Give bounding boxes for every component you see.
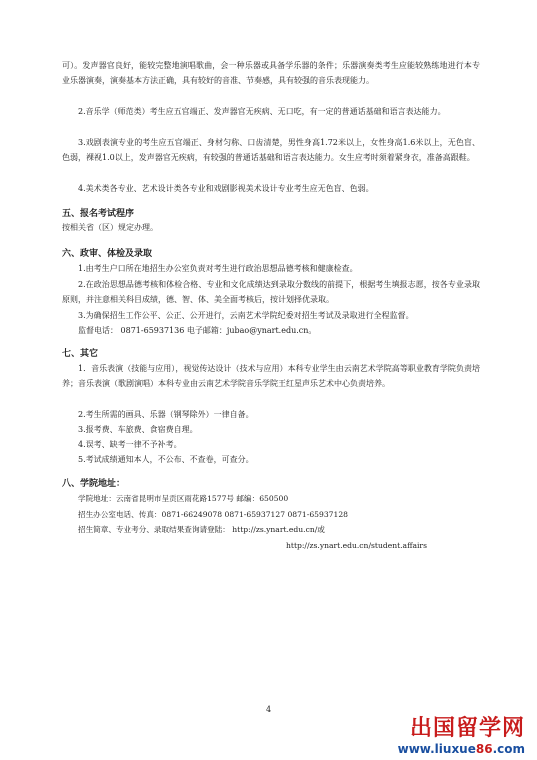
other-item-3: 3.报考费、车旅费、食宿费自理。 <box>78 425 198 434</box>
watermark-title: 出国留学网 <box>409 716 525 741</box>
student-affairs-url: http://zs.ynart.edu.cn/student.affairs <box>286 541 427 550</box>
watermark-url-accent: 86 <box>475 742 493 756</box>
query-website-line: 招生简章、专业考分、录取结果查询请登陆： http://zs.ynart.edu.cn/或 <box>78 525 325 534</box>
section-heading-admission: 六、政审、体检及录取 <box>62 249 153 259</box>
admission-item-1: 1.由考生户口所在地招生办公室负责对考生进行政治思想品德考核和健康检查。 <box>78 264 358 273</box>
admission-item-3: 3.为确保招生工作公平、公正、公开进行，云南艺术学院纪委对招生考试及录取进行全程监督。 <box>78 311 414 320</box>
watermark-url-prefix: www.liuxue <box>397 742 476 756</box>
paragraph-art-requirements: 4.美术类各专业、艺术设计类各专业和戏剧影视美术设计专业考生应无色盲、色弱。 <box>78 184 374 193</box>
other-item-2: 2.考生所需的画具、乐器（钢琴除外）一律自备。 <box>78 410 254 419</box>
watermark-url-suffix: .com <box>492 742 525 756</box>
section-heading-address: 八、学院地址： <box>62 479 126 489</box>
admission-office-phone: 招生办公室电话、传真：0871-66249078 0871-65937127 0871-65937128 <box>78 510 348 519</box>
page-number: 4 <box>265 705 272 714</box>
college-address: 学院地址：云南省昆明市呈贡区雨花路1577号 邮编：650500 <box>78 494 289 503</box>
paragraph-musicology-requirements: 2.音乐学（师范类）考生应五官端正、发声器官无疾病、无口吃，有一定的普通话基础和语言表达能力。 <box>78 107 446 116</box>
other-item-1: 1．音乐表演（技能与应用），视觉传达设计（技术与应用）本科专业学生由云南艺术学院高等职业教育学院负责培养；音乐表演（歌剧演唱）本科专业由云南艺术学院音乐学院王红星声乐艺术中心负责培养。 <box>62 364 480 389</box>
section-heading-other: 七、其它 <box>62 349 99 359</box>
section-heading-registration: 五、报名考试程序 <box>62 209 135 219</box>
watermark-url <box>398 742 525 756</box>
other-item-5: 5.考试成绩通知本人，不公布、不查卷，可查分。 <box>78 455 254 464</box>
site-watermark <box>398 716 525 756</box>
other-item-4: 4.误考、缺考一律不予补考。 <box>78 440 182 449</box>
admission-item-2: 2.在政治思想品德考核和体检合格、专业和文化成绩达到录取分数线的前提下，根据考生填报志愿，按各专业录取原则，并注意相关科目成绩，德、智、体、美全面考核后，按计划择优录取。 <box>62 280 480 305</box>
paragraph-music-requirements: 可）。发声器官良好，能较完整地演唱歌曲，会一种乐器或具备学乐器的条件；乐器演奏类考生应能较熟练地进行本专业乐器演奏，演奏基本方法正确，具有较好的音准、节奏感，具有较强的音乐表现能力。 <box>62 61 480 86</box>
registration-text: 按相关省（区）规定办理。 <box>62 223 158 232</box>
supervision-contact: 监督电话： 0871-65937136 电子邮箱：jubao@ynart.edu.cn。 <box>78 326 317 335</box>
paragraph-drama-requirements: 3.戏剧表演专业的考生应五官端正、身材匀称、口齿清楚，男性身高1.72米以上，女性身高1.6米以上，无色盲、色弱，裸视1.0以上，发声器官无疾病，有较强的普通话基础和语言表达能力。女生应考时须着紧身衣，准备高跟鞋。 <box>62 138 480 163</box>
